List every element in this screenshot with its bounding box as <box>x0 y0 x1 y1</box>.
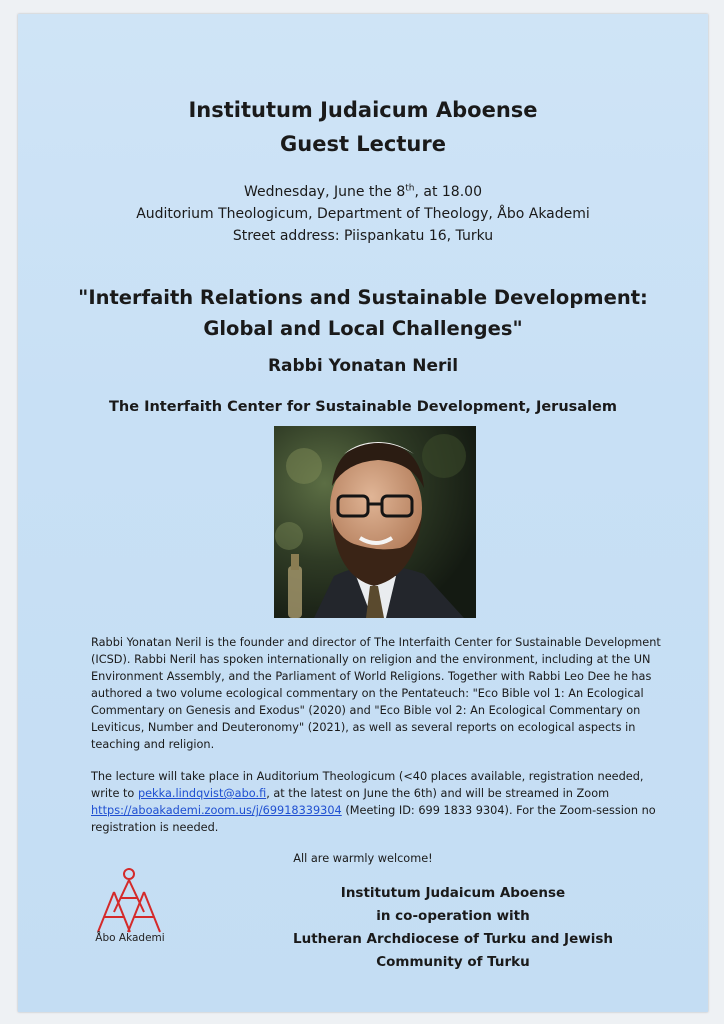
bio-line: (ICSD). Rabbi Neril has spoken internationally on religion and the environment, including at the UN <box>91 653 651 666</box>
speaker-photo <box>274 426 476 618</box>
registration-line <box>91 802 656 819</box>
bio-line: Leviticus, Number and Deuteronomy" (2021), as well as several reports on ecological aspects in <box>91 721 636 734</box>
registration-line: registration is needed. <box>91 821 219 834</box>
registration-text: write to <box>91 787 138 800</box>
poster-page <box>18 14 708 1012</box>
registration-line <box>91 785 647 802</box>
footer-cooperation: in co-operation with <box>376 908 530 924</box>
bio-line: teaching and religion. <box>91 738 215 751</box>
welcome-text: All are warmly welcome! <box>293 852 433 865</box>
registration-text: , at the latest on June the 6th) and will be streamed in Zoom <box>266 787 610 800</box>
logo-caption: Åbo Akademi <box>95 932 165 944</box>
bio-line: authored a two volume ecological commentary on the Pentateuch: "Eco Bible vol 1: An Ecological <box>91 687 644 700</box>
bio-line: Commentary on Genesis and Exodus" (2020) and "Eco Bible vol 2: An Ecological Commentary on <box>91 704 641 717</box>
bio-line: Rabbi Yonatan Neril is the founder and director of The Interfaith Center for Sustainable Development <box>91 636 661 649</box>
poster-title: Institutum Judaicum Aboense <box>188 98 538 122</box>
registration-line: The lecture will take place in Auditorium Theologicum (<40 places available, registration needed, <box>91 770 644 783</box>
bio-line: Environment Assembly, and the Parliament of World Religions. Together with Rabbi Leo Dee he has <box>91 670 652 683</box>
email-link[interactable]: pekka.lindqvist@abo.fi <box>137 787 267 800</box>
event-date <box>18 182 708 203</box>
footer-organizer: Institutum Judaicum Aboense <box>340 885 566 901</box>
speaker-portrait-image <box>274 426 476 618</box>
registration-text: (Meeting ID: 699 1833 9304). For the Zoom-session no <box>341 804 656 817</box>
event-date-sup: th <box>405 183 415 194</box>
poster-subtitle: Guest Lecture <box>280 132 446 156</box>
lecture-title-line2: Global and Local Challenges" <box>203 317 523 340</box>
event-venue: Auditorium Theologicum, Department of Theology, Åbo Akademi <box>136 206 590 222</box>
speaker-biography <box>91 634 661 753</box>
speaker-organization: The Interfaith Center for Sustainable Development, Jerusalem <box>108 399 617 415</box>
footer-partners: Lutheran Archdiocese of Turku and Jewish Community of Turku <box>293 931 613 970</box>
lecture-title-line1: "Interfaith Relations and Sustainable Development: <box>78 286 648 309</box>
registration-info <box>91 768 656 836</box>
speaker-name: Rabbi Yonatan Neril <box>267 356 459 376</box>
event-address: Street address: Piispankatu 16, Turku <box>232 228 494 244</box>
zoom-link[interactable]: https://aboakademi.zoom.us/j/69918339304 <box>91 804 342 817</box>
event-time: , at 18.00 <box>414 184 482 200</box>
event-date-text: Wednesday, June the 8 <box>244 184 406 200</box>
